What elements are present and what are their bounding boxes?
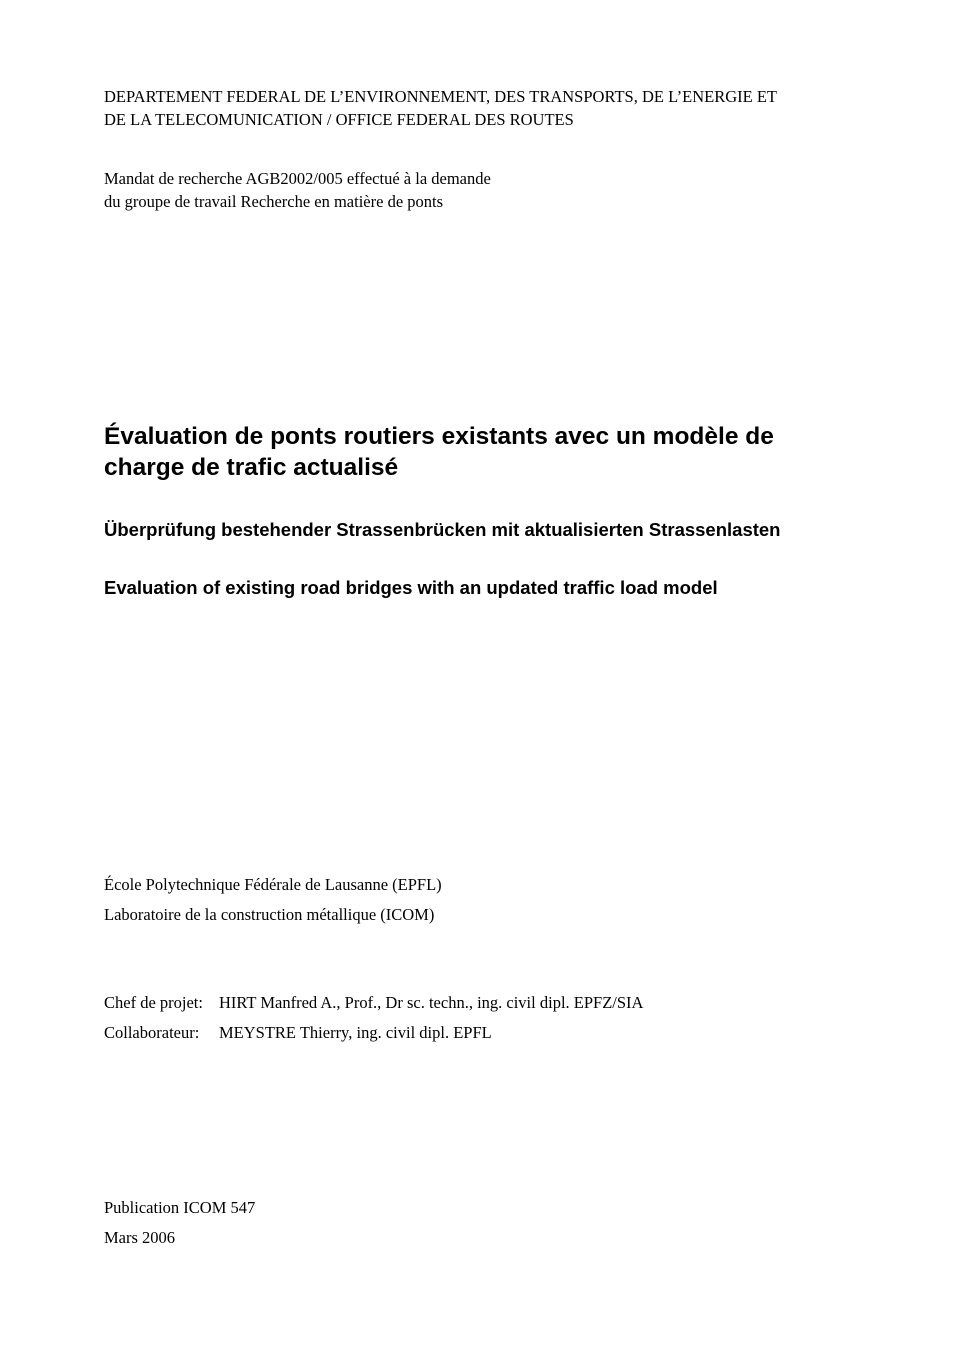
collaborator-value: MEYSTRE Thierry, ing. civil dipl. EPFL bbox=[219, 1022, 492, 1042]
document-title-german: Überprüfung bestehender Strassenbrücken mit aktualisierten Strassenlasten bbox=[104, 519, 781, 540]
publication-number: Publication ICOM 547 bbox=[104, 1198, 256, 1217]
department-header bbox=[104, 85, 884, 131]
document-title-english: Evaluation of existing road bridges with an updated traffic load model bbox=[104, 577, 718, 598]
publication-date: Mars 2006 bbox=[104, 1227, 176, 1247]
publication-info bbox=[104, 1193, 884, 1252]
institution-school: École Polytechnique Fédérale de Lausanne (EPFL) bbox=[104, 875, 442, 894]
project-lead-value: HIRT Manfred A., Prof., Dr sc. techn., ing. civil dipl. EPFZ/SIA bbox=[219, 993, 644, 1012]
document-title-french bbox=[104, 421, 884, 483]
research-mandate-line-1: Mandat de recherche AGB2002/005 effectué à la demande bbox=[104, 169, 491, 188]
department-header-line-2: DE LA TELECOMUNICATION / OFFICE FEDERAL DES ROUTES bbox=[104, 110, 574, 129]
project-lead-row bbox=[104, 988, 884, 1018]
research-mandate bbox=[104, 167, 884, 213]
project-lead-label: Chef de projet: bbox=[104, 993, 203, 1012]
document-title-french-line-2: charge de trafic actualisé bbox=[104, 454, 399, 481]
collaborator-row bbox=[104, 1018, 884, 1048]
institution-info bbox=[104, 870, 884, 929]
research-mandate-line-2: du groupe de travail Recherche en matière de ponts bbox=[104, 192, 444, 211]
institution-lab: Laboratoire de la construction métallique (ICOM) bbox=[104, 904, 435, 924]
document-title-french-line-1: Évaluation de ponts routiers existants avec un modèle de bbox=[104, 423, 774, 450]
department-header-line-1: DEPARTEMENT FEDERAL DE L’ENVIRONNEMENT, DES TRANSPORTS, DE L’ENERGIE ET bbox=[104, 87, 777, 106]
collaborator-label: Collaborateur: bbox=[104, 1022, 200, 1042]
project-team bbox=[104, 988, 884, 1047]
